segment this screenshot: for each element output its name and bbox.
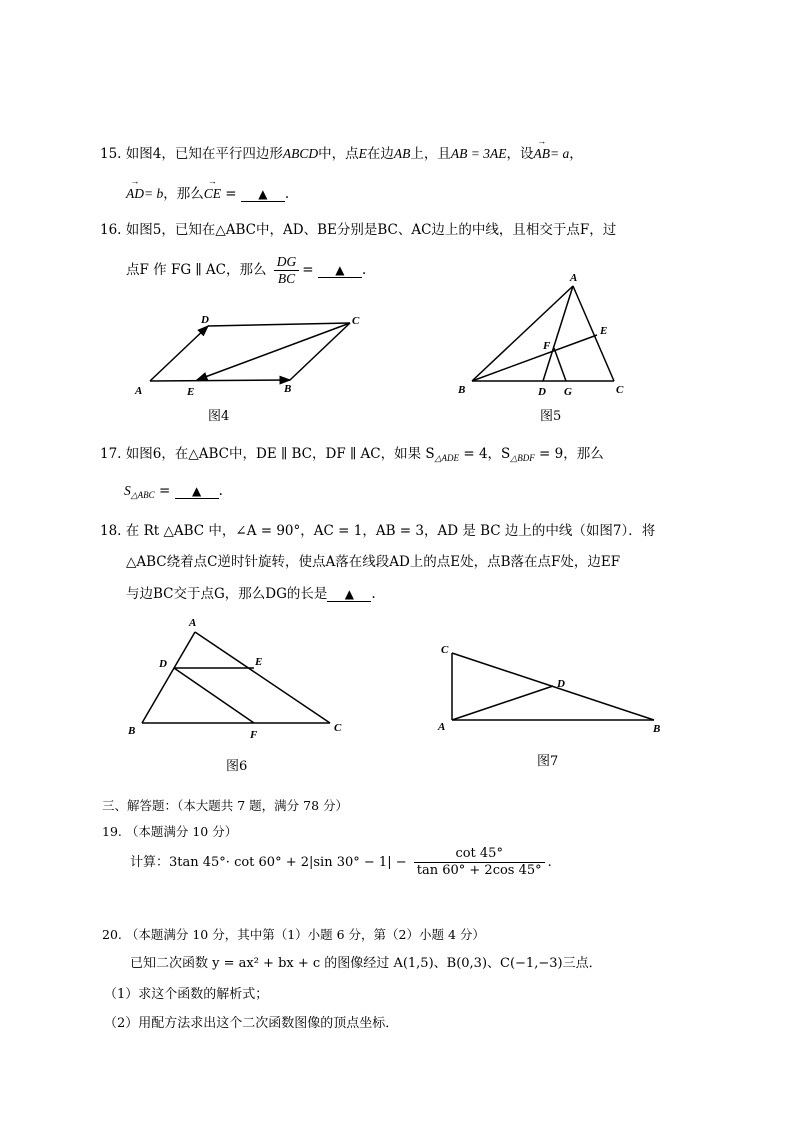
fig6-edge-ac (195, 632, 330, 723)
q19-header: 19. （本题满分 10 分） (102, 824, 238, 839)
q16-fraction-num: DG (274, 254, 300, 271)
fig7-label-b: B (653, 723, 661, 735)
q16-period: . (361, 262, 367, 278)
fig5-label-b: B (458, 384, 466, 396)
fig5-label-f: F (543, 340, 551, 352)
q20-header: 20. （本题满分 10 分，其中第（1）小题 6 分，第（2）小题 4 分） (102, 927, 485, 942)
q17-eq-sign: = (154, 483, 175, 499)
fig7-caption: 图7 (537, 754, 559, 769)
fig4-edge-cb (290, 323, 350, 380)
fig6-caption: 图6 (226, 759, 248, 774)
fig4-edge-ad (150, 326, 208, 381)
fig5-segment-fg (554, 348, 566, 381)
q17-text-a: 如图6，在△ABC中，DE ∥ BC，DF ∥ AC，如果 S (125, 446, 435, 462)
fig7-label-d: D (557, 678, 565, 690)
q15-equation: AB = 3AE (450, 146, 507, 161)
q15-text-c: 在边 (366, 146, 394, 162)
q16-line2 (126, 254, 366, 287)
q15-comma: ， (569, 146, 583, 162)
q17-number: 17. (100, 446, 122, 462)
figure-5 (452, 268, 632, 398)
q15-ab: AB (393, 146, 411, 161)
q15-text-e: ，设 (506, 146, 534, 162)
q15-text-b: 中，点 (318, 146, 359, 162)
fig5-label-g: G (564, 386, 572, 398)
fig5-label-a: A (570, 272, 578, 284)
fig6-label-b: B (128, 725, 136, 737)
q18-period: . (371, 586, 376, 602)
q18-text-1: 在 Rt △ABC 中，∠A = 90°，AC = 1，AB = 3，AD 是 BC 边上的中线（如图7）．将 (125, 523, 656, 539)
fig6-label-e: E (255, 656, 263, 668)
section-3-title: 三、解答题：（本大题共 7 题，满分 78 分） (102, 798, 349, 813)
q18-number: 18. (100, 523, 122, 539)
q16-line1 (100, 218, 616, 238)
q15-text: 如图4，已知在平行四边形 (125, 146, 283, 162)
fig4-label-a: A (135, 385, 143, 397)
q18-text-2: △ABC绕着点C逆时针旋转，使点A落在线段AD上的点E处，点B落在点F处，边EF (126, 554, 621, 570)
q16-eq-sign: = (302, 262, 318, 278)
q20-part1: （1）求这个函数的解析式； (104, 987, 269, 1002)
fig5-label-d: D (538, 386, 546, 398)
fig6-label-c: C (334, 722, 342, 734)
fig5-label-c: C (616, 384, 624, 396)
q17-sub-ade: △ADE (434, 453, 460, 463)
q15-vector-ad: → AD (126, 186, 144, 202)
fig6-segment-df (174, 668, 254, 723)
q16-fraction (274, 254, 300, 287)
fig4-label-c: C (352, 315, 360, 327)
fig4-edge-dc (208, 323, 350, 326)
q19-fraction-num: cot 45° (414, 846, 545, 863)
q17-text-b: = 4，S (459, 446, 511, 462)
fig4-label-d: D (201, 314, 209, 326)
q19-expr: 3tan 45°· cot 60° + 2|sin 30° − 1| − (169, 855, 407, 870)
fig7-label-a: A (438, 721, 446, 733)
q16-text: 如图5，已知在△ABC中，AD、BE分别是BC、AC边上的中线，且相交于点F，过 (125, 222, 617, 238)
q17-s: S (124, 483, 131, 498)
q20-part2: （2）用配方法求出这个二次函数图像的顶点坐标． (104, 1016, 399, 1031)
fig7-label-c: C (441, 644, 449, 656)
q18-line2 (126, 550, 620, 570)
q18-answer-blank: ▲ (327, 588, 371, 602)
fig4-label-e: E (187, 386, 195, 398)
figure-6 (122, 612, 362, 742)
figure-7 (434, 638, 674, 743)
fig5-caption: 图5 (540, 409, 562, 424)
q16-number: 16. (100, 222, 122, 238)
q15-abcd: ABCD (282, 146, 319, 161)
fig4-caption: 图4 (208, 409, 230, 424)
q19-calc-label: 计算： (130, 855, 170, 870)
q18-line3 (126, 582, 376, 602)
figure-4 (130, 308, 370, 398)
q15-vector-ce: → CE (204, 186, 221, 202)
q17-text-c: = 9，那么 (534, 446, 604, 462)
q17-answer-blank: ▲ (175, 485, 219, 499)
fig5-median-be (472, 335, 597, 381)
fig4-edge-ab (150, 380, 290, 381)
q16-answer-blank: ▲ (318, 264, 362, 278)
q15-eq-b: = b (144, 186, 164, 201)
q19-fraction-den: tan 60° + 2cos 45° (416, 863, 542, 878)
q15-point-e: E (358, 146, 367, 161)
q18-text-3: 与边BC交于点G，那么DG的长是 (126, 586, 328, 602)
fig5-edge-ac (573, 286, 614, 381)
fig5-label-e: E (600, 325, 608, 337)
q16-fraction-den: BC (277, 271, 296, 286)
q18-line1 (100, 519, 655, 539)
q15-text-then: ，那么 (163, 186, 204, 202)
q20-body: 已知二次函数 y = ax² + bx + c 的图像经过 A(1,5)、B(0,3)、C(−1,−3)三点． (130, 956, 602, 971)
fig6-label-d: D (159, 658, 167, 670)
q17-line2 (124, 483, 223, 501)
q15-answer-blank: ▲ (241, 188, 285, 202)
q17-sub-abc: △ABC (130, 490, 155, 500)
q17-sub-bdf: △BDF (510, 453, 535, 463)
q19-period: . (547, 855, 552, 870)
fig6-label-f: F (250, 729, 258, 741)
q15-line2 (126, 182, 289, 202)
q15-period: . (284, 186, 290, 202)
fig7-median-ad (452, 686, 553, 720)
q19-expression (130, 846, 552, 879)
q15-line1 (100, 142, 583, 162)
fig4-edge-ce (197, 323, 350, 380)
q15-vector-ab: → AB (533, 146, 550, 162)
q15-eq-a: = a (549, 146, 570, 161)
q15-eq-sign: = (221, 186, 241, 202)
q19-fraction (414, 846, 545, 879)
q15-number: 15. (100, 146, 122, 162)
q15-text-d: 上，且 (410, 146, 451, 162)
q16-text-2: 点F 作 FG ∥ AC，那么 (126, 262, 267, 278)
q17-period: . (218, 483, 223, 499)
q17-line1 (100, 442, 604, 464)
fig6-label-a: A (189, 617, 197, 629)
fig4-label-b: B (284, 383, 292, 395)
